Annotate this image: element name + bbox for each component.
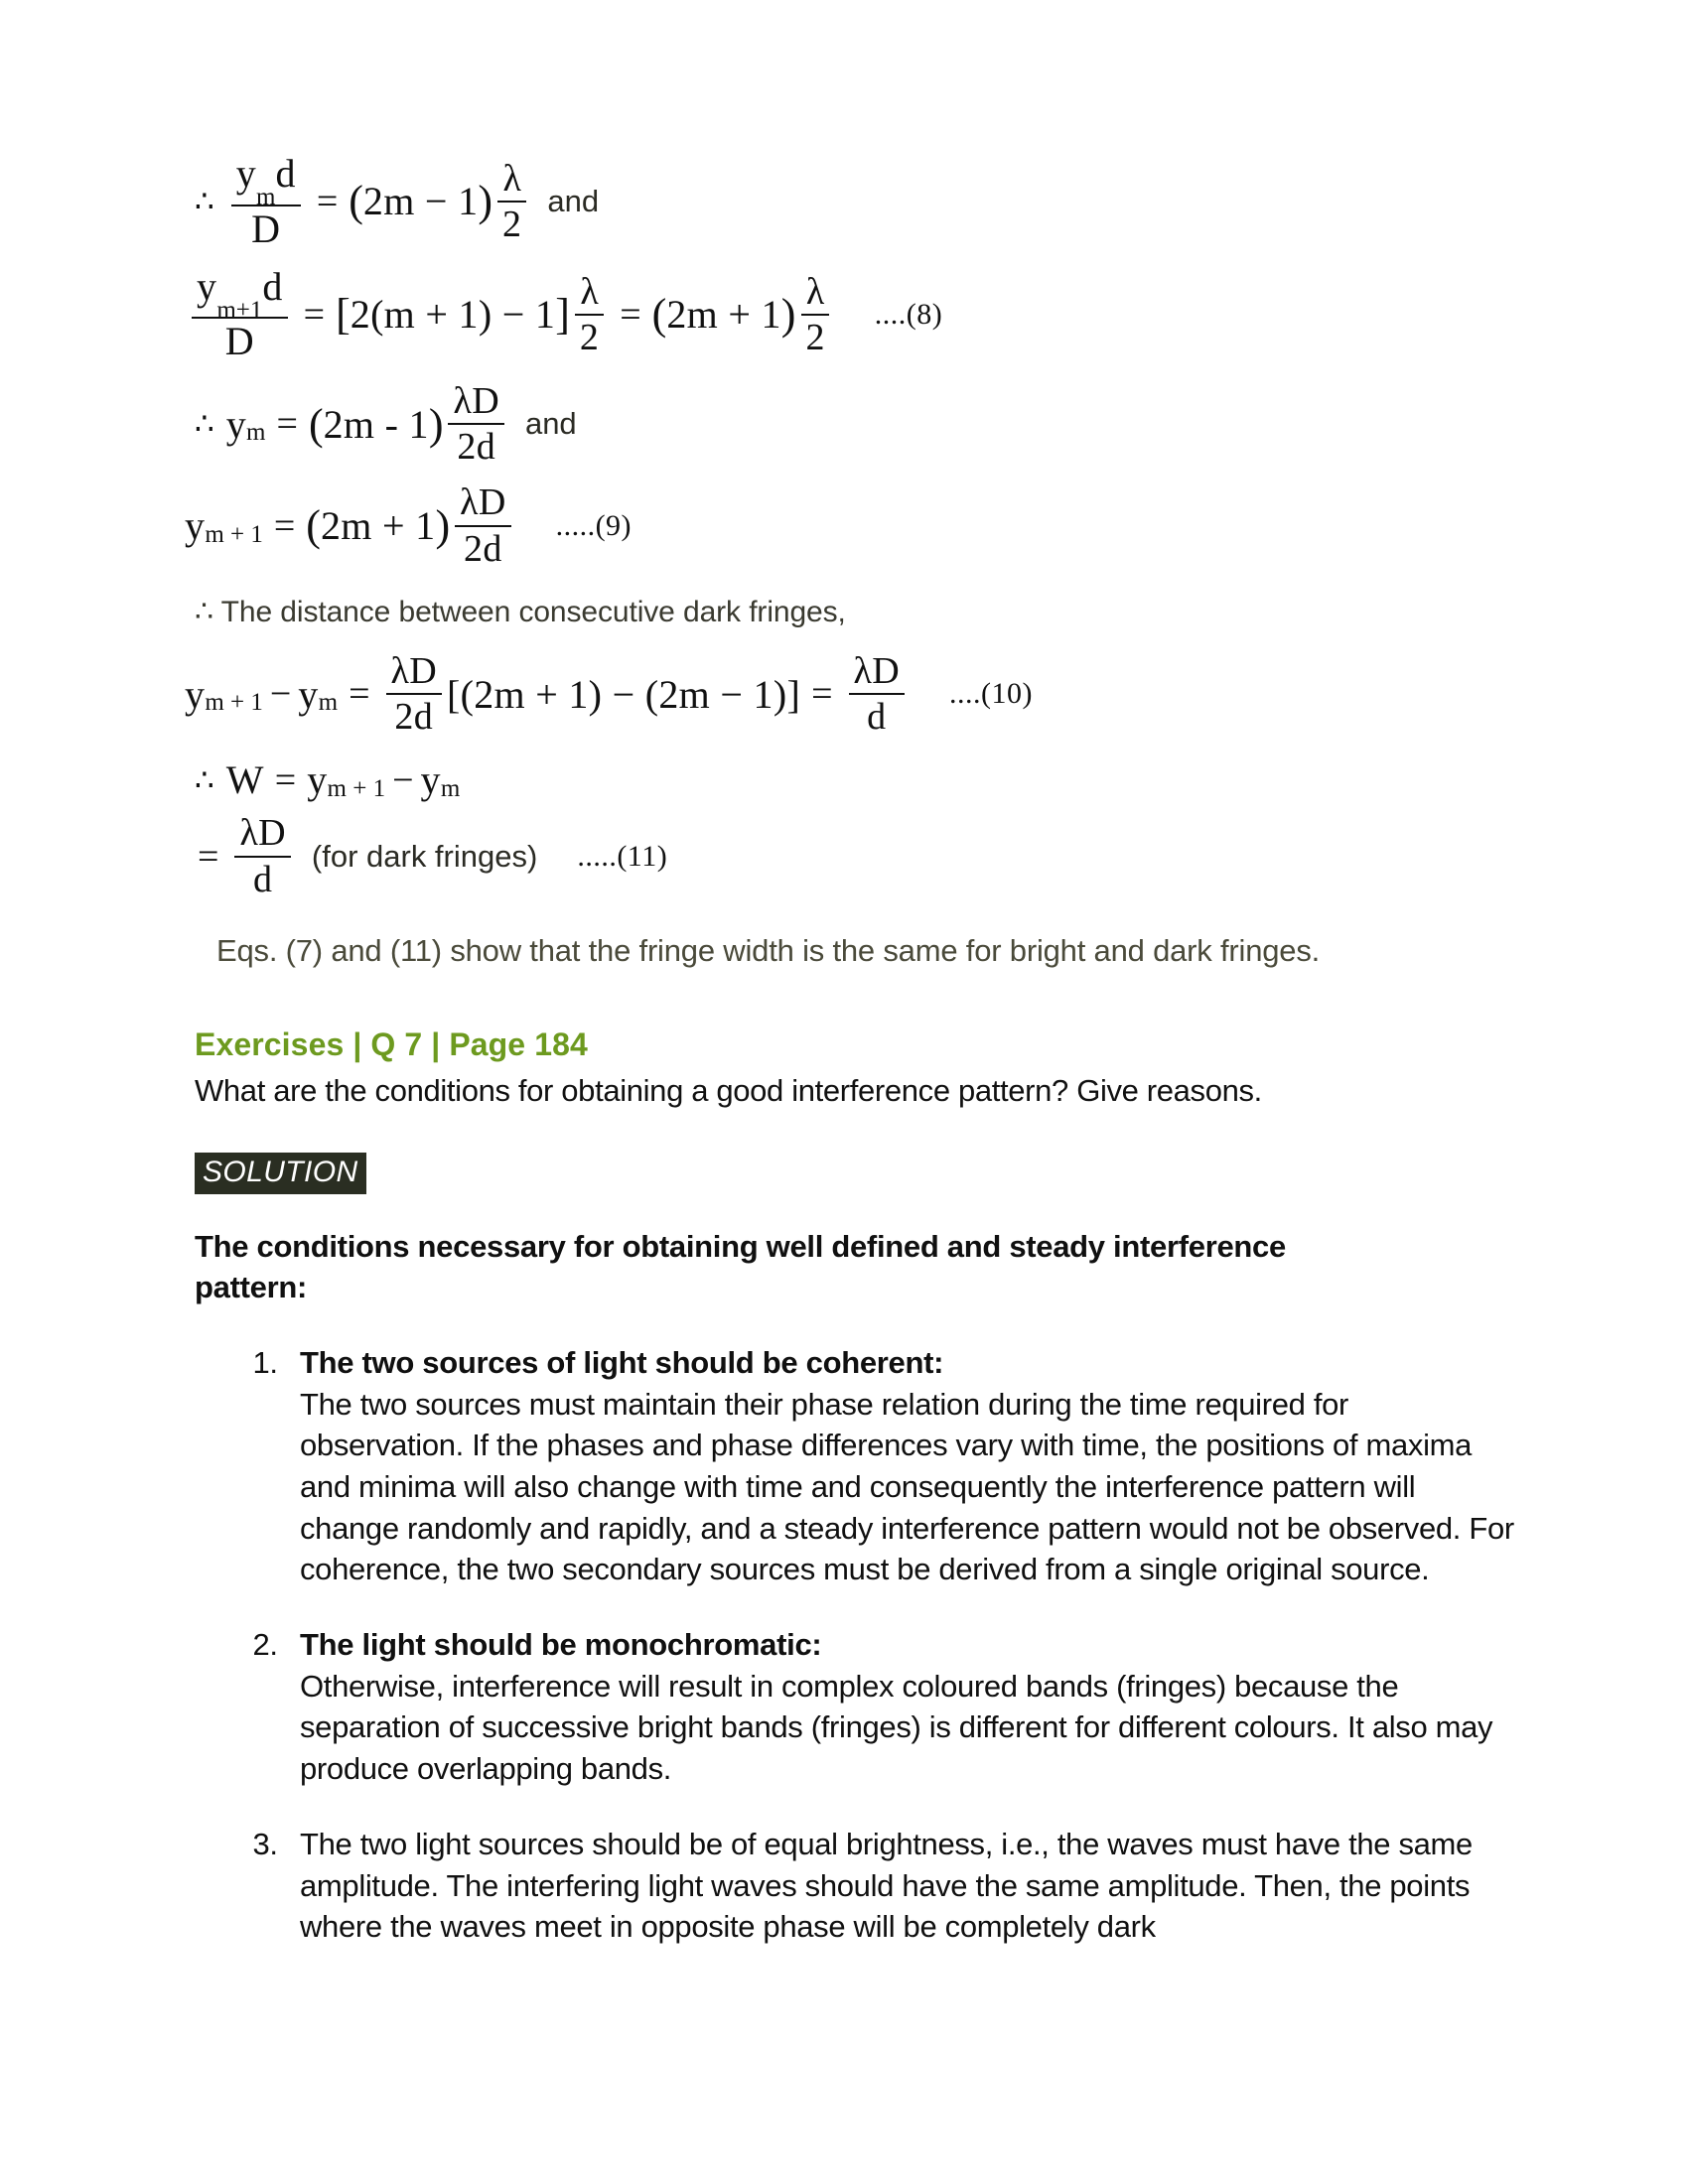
subscript-m-plus-1: m+1 [216, 296, 263, 324]
minus-sign: − [269, 673, 292, 716]
variable-y: y [235, 151, 257, 196]
equals-sign-1: = [303, 293, 326, 336]
dark-fringe-statement: ∴ The distance between consecutive dark fringes, [195, 595, 846, 628]
subscript-m: m [440, 774, 461, 802]
fraction-denominator: D [251, 205, 281, 251]
paren-close: ) [780, 290, 796, 340]
variable-y: y [225, 401, 247, 447]
therefore-symbol: ∴ [195, 183, 214, 218]
solution-section [195, 1153, 1515, 1194]
fraction-lambdaD-over-2d [386, 651, 442, 738]
page-content [185, 149, 1515, 1981]
fraction-denominator: 2d [457, 426, 496, 469]
fraction-lambda-over-2 [497, 159, 526, 245]
equation-8a [195, 153, 1515, 250]
paren-open: ( [349, 177, 363, 226]
variable-y: y [185, 503, 206, 549]
dark-fringes-note: (for dark fringes) [311, 838, 538, 874]
conditions-list [195, 1342, 1515, 1948]
paren-close: ) [478, 177, 493, 226]
variable-W: W [225, 757, 264, 803]
subscript-m-plus-1: m + 1 [327, 774, 386, 802]
equation-11a [195, 756, 1515, 803]
solution-lead-text: The conditions necessary for obtaining well defined and steady interference pattern: [195, 1228, 1286, 1305]
factor-2m-plus-1: 2m + 1 [320, 503, 436, 549]
paren-close: ) [428, 399, 444, 449]
equals-sign-1: = [349, 673, 370, 716]
fraction-numerator: λD [849, 651, 905, 695]
minus-sign: − [392, 758, 414, 801]
equation-9b [185, 482, 1515, 569]
subscript-m-plus-1: m + 1 [205, 520, 263, 548]
fraction-denominator: 2d [464, 527, 502, 570]
equals-sign-2: = [811, 673, 833, 716]
paren-open: ( [308, 399, 324, 449]
bracket-close: ] [555, 290, 570, 340]
paren-open: ( [651, 290, 667, 340]
equals-sign-2: = [620, 293, 641, 336]
equation-number-9: .....(9) [555, 508, 633, 542]
subscript-m: m [246, 419, 266, 447]
fraction-ymd-over-D [231, 153, 301, 250]
condition-body: 3. The two light sources should be of equal brightness, i.e., the waves must have the same amplitude. The interfering light waves should have the same amplitude. Then, the points where the waves meet in opposite phase will be completely dark [300, 1826, 1473, 1945]
paren-open: ( [306, 501, 321, 551]
equation-number-11: .....(11) [577, 839, 668, 873]
fraction-denominator: 2 [502, 203, 522, 245]
equation-9a [195, 381, 1515, 468]
fraction-numerator [192, 263, 288, 324]
fringe-width-conclusion: Eqs. (7) and (11) show that the fringe width is the same for bright and dark fringes. [216, 932, 1321, 968]
fraction-denominator: D [224, 319, 254, 364]
equation-number-10: ....(10) [949, 677, 1033, 711]
equation-11b [187, 813, 1515, 899]
bracket-expression: [(2m + 1) − (2m − 1)] [446, 671, 801, 717]
fraction-numerator: λ [575, 272, 603, 316]
fraction-numerator: λD [448, 381, 503, 425]
equals-sign: = [198, 835, 219, 878]
fraction-lambdaD-over-d [234, 813, 290, 899]
fraction-lambdaD-over-2d [448, 381, 503, 468]
and-word: and [524, 406, 577, 442]
equation-number-8: ....(8) [874, 297, 943, 331]
variable-d: d [275, 151, 296, 196]
fraction-denominator: d [253, 858, 273, 900]
fraction-numerator: λ [801, 272, 829, 316]
list-item [286, 1624, 1515, 1790]
subscript-m: m [318, 689, 339, 717]
variable-y-1: y [185, 671, 206, 717]
equals-sign: = [274, 758, 297, 801]
equals-sign: = [316, 180, 339, 222]
equals-sign: = [276, 403, 298, 446]
variable-y-2: y [298, 671, 319, 717]
bracket-expression: 2(m + 1) − 1 [350, 292, 556, 338]
factor-2m-minus-1: 2m - 1 [323, 401, 429, 447]
fraction-denominator: 2 [579, 316, 600, 358]
fraction-lambdaD-over-d [849, 651, 905, 738]
therefore-symbol: ∴ [195, 761, 214, 797]
paren-close: ) [435, 501, 451, 551]
solution-badge: SOLUTION [195, 1153, 366, 1194]
fraction-denominator: 2 [805, 316, 825, 358]
equation-8b [187, 263, 1515, 364]
variable-d: d [262, 263, 283, 309]
fraction-numerator [231, 151, 301, 210]
fraction-numerator: λ [497, 159, 525, 203]
list-item [286, 1342, 1515, 1590]
variable-y-1: y [307, 757, 328, 803]
subscript-m-plus-1: m + 1 [205, 689, 263, 717]
variable-y-2: y [420, 757, 441, 803]
bracket-open: [ [336, 290, 351, 340]
equals-sign: = [273, 504, 296, 547]
question-text: What are the conditions for obtaining a good interference pattern? Give reasons. [195, 1072, 1262, 1108]
fraction-denominator: d [867, 696, 887, 739]
fraction-denominator: 2d [394, 696, 434, 739]
condition-title: 1. The two sources of light should be coherent: [300, 1344, 944, 1380]
fraction-lambdaD-over-2d [455, 482, 510, 569]
factor-2m-plus-1: 2m + 1 [666, 292, 781, 338]
subscript-m: m [256, 184, 276, 210]
fraction-numerator: λD [234, 813, 290, 857]
therefore-symbol: ∴ [195, 406, 214, 442]
and-word: and [547, 183, 600, 218]
factor-2m-minus-1: 2m − 1 [362, 179, 479, 224]
fraction-lambda-over-2-first [575, 272, 604, 358]
variable-y: y [197, 263, 217, 309]
condition-body: Otherwise, interference will result in complex coloured bands (fringes) because the separation of successive bright bands (fringes) is different for different colours. It also may produce overlapping bands. [300, 1668, 1493, 1787]
list-item [286, 1824, 1515, 1948]
fraction-numerator: λD [455, 482, 510, 526]
exercise-heading: Exercises | Q 7 | Page 184 [195, 1025, 588, 1062]
equation-10 [185, 651, 1515, 738]
condition-body: The two sources must maintain their phase relation during the time required for observation. If the phases and phase differences vary with time, the positions of maxima and minima will also change with time and consequently the interference pattern will change randomly and rapidly, and a steady interference pattern would not be observed. For coherence, the two secondary sources must be derived from a single original source. [300, 1386, 1514, 1587]
fraction-lambda-over-2-second [800, 272, 829, 358]
condition-title: 2. The light should be monochromatic: [300, 1627, 822, 1663]
fraction-ym1d-over-D [192, 263, 288, 364]
fraction-numerator: λD [386, 651, 442, 695]
